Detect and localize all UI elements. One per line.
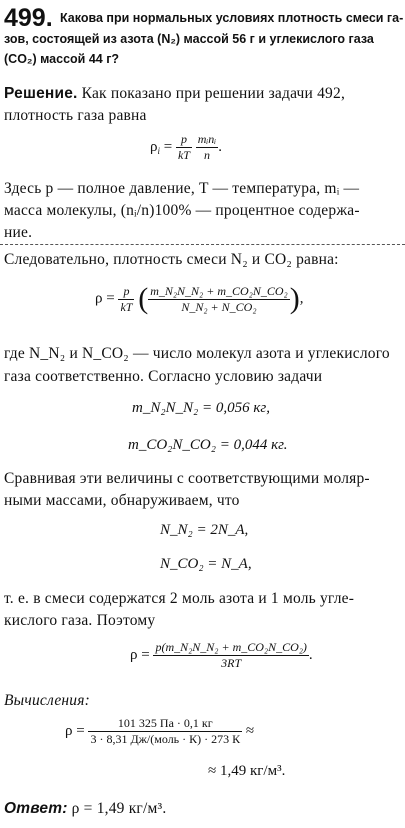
problem-line-1: Какова при нормальных условиях плотность смеси га- (60, 11, 404, 25)
paragraph-3-line-2: газа соответственно. Согласно условию задачи (4, 368, 323, 385)
formula-mass-co2: m_CO₂N_CO₂ = 0,044 кг. (128, 437, 288, 453)
paragraph-5-line-1: т. е. в смеси содержатся 2 моль азота и 1 моль угле- (4, 590, 355, 607)
formula-density-final: ρ = $\frac{\text{p(m\_N₂N\_N₂ + m\_CO₂N\_CO₂)}}{3RT}$ . (130, 640, 313, 670)
answer-line (4, 800, 166, 818)
paragraph-1-line-2: масса молекулы, (nᵢ/n)100% — процентное содержа- (4, 202, 360, 219)
problem-number: 499. (4, 4, 53, 32)
paragraph-3-line-1: где N_N₂ и N_CO₂ — число молекул азота и углекислого (4, 345, 390, 362)
paragraph-4-line-2: ными массами, обнаруживаем, что (4, 492, 240, 509)
divider (0, 244, 405, 245)
formula-n-n2: N_N₂ = 2N_A, (160, 522, 249, 538)
solution-line-1 (4, 85, 345, 103)
paragraph-1-line-3: ние. (4, 224, 33, 241)
paragraph-5-line-2: кислого газа. Поэтому (4, 612, 156, 629)
answer-label: Ответ: (4, 800, 68, 817)
solution-line-2: плотность газа равна (4, 107, 147, 124)
paragraph-1-line-1: Здесь p — полное давление, T — температура, mᵢ — (4, 180, 360, 197)
answer-text: ρ = 1,49 кг/м³. (67, 800, 167, 817)
formula-calculation: ρ = $\frac{101 325 Па \cdot 0,1 кг}{\text{3 · 8,31 Дж/(моль · К) · 273 К}}$ ≈ (65, 716, 255, 746)
problem-line-3: (CO₂) массой 44 г? (4, 52, 120, 66)
problem-line-2: зов, состоящей из азота (N₂) массой 56 г и углекислого газа (4, 32, 374, 46)
solution-line-1-rest: Как показано при решении задачи 492, (77, 85, 346, 102)
solution-label: Решение. (4, 85, 78, 102)
paragraph-4-line-1: Сравнивая эти величины с соответствующими моляр- (4, 470, 370, 487)
formula-n-co2: N_CO₂ = N_A, (160, 556, 252, 572)
calc-result: ≈ 1,49 кг/м³. (208, 763, 286, 779)
calc-label: Вычисления: (4, 692, 91, 709)
formula-mass-n2: m_N₂N_N₂ = 0,056 кг, (132, 400, 271, 416)
paragraph-2: Следовательно, плотность смеси N₂ и CO₂ равна: (4, 251, 339, 268)
formula-density-i: $\rho_i$ = $\frac{p}{kT}$ $\frac{\text{mᵢnᵢ}}{n}$ . (150, 132, 222, 162)
formula-density-mix: ρ = $\frac{p}{kT}$ ( $\frac{\text{m\_N₂N\_N₂ + m\_CO₂N\_CO₂}}{\text{N\_N₂ + N\_CO₂}}$ ), (95, 282, 304, 315)
